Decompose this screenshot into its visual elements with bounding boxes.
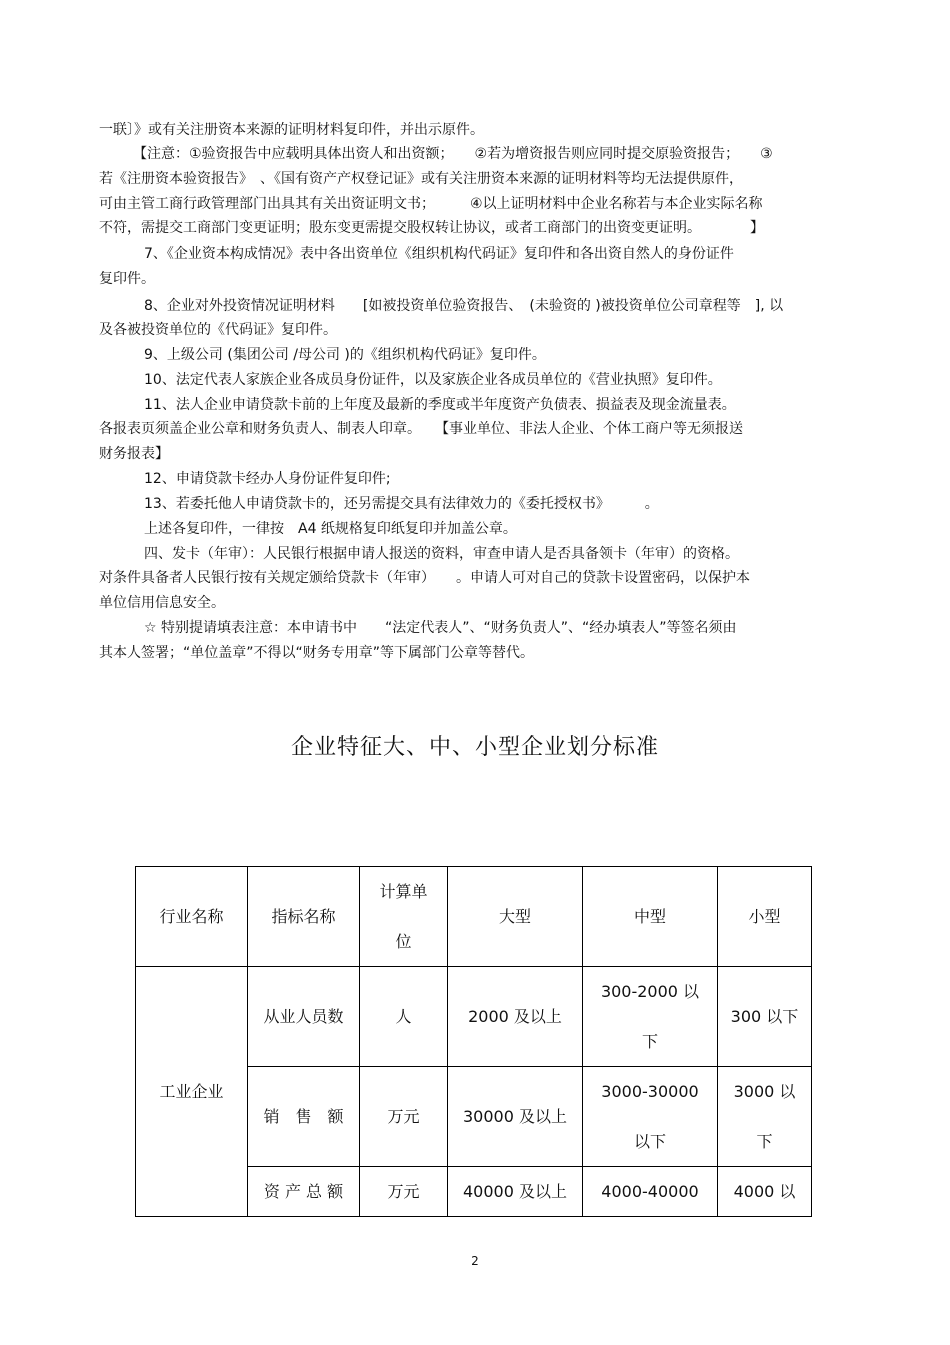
paragraph-line: 可由主管工商行政管理部门出具其有关出资证明文书； ④以上证明材料中企业名称若与本企业实际名称 xyxy=(99,196,763,212)
cell-line: 下 xyxy=(756,1131,773,1151)
header-medium: 中型 xyxy=(583,867,718,967)
paragraph-line: 上述各复印件，一律按 A4 纸规格复印纸复印并加盖公章。 xyxy=(144,521,517,537)
small-cell: 300 以下 xyxy=(718,967,812,1067)
paragraph-line: 一联〕》或有关注册资本来源的证明材料复印件，并出示原件。 xyxy=(99,122,484,138)
table-row xyxy=(136,967,812,1067)
header-indicator: 指标名称 xyxy=(248,867,360,967)
cell-line: 以下 xyxy=(633,1131,666,1151)
paragraph-line: ☆ 特别提请填表注意：本申请书中 “法定代表人”、“财务负责人”、“经办填表人”等签名须由 xyxy=(144,620,737,636)
paragraph-line: 13、若委托他人申请贷款卡的，还另需提交具有法律效力的《委托授权书》 。 xyxy=(144,496,659,512)
cell-line: 3000 以 xyxy=(733,1081,796,1101)
enterprise-size-table xyxy=(135,866,812,1217)
large-cell: 40000 及以上 xyxy=(448,1167,583,1217)
paragraph-line: 对条件具备者人民银行按有关规定颁给贷款卡（年审） 。申请人可对自己的贷款卡设置密码，以保护本 xyxy=(99,570,750,586)
cell-line: 3000-30000 xyxy=(601,1081,699,1101)
industry-cell: 工业企业 xyxy=(136,967,248,1217)
paragraph-line: 若《注册资本验资报告》 、《国有资产产权登记证》或有关注册资本来源的证明材料等均无法提供原件， xyxy=(99,171,743,187)
section-title: 企业特征大、中、小型企业划分标准 xyxy=(290,735,659,760)
header-unit xyxy=(360,867,448,967)
header-industry: 行业名称 xyxy=(136,867,248,967)
unit-cell: 万元 xyxy=(360,1167,448,1217)
paragraph-line: 7、《企业资本构成情况》表中各出资单位《组织机构代码证》复印件和各出资自然人的身份证件 xyxy=(144,246,734,262)
unit-cell: 人 xyxy=(360,967,448,1067)
table-header-row xyxy=(136,867,812,967)
header-unit-line: 位 xyxy=(395,931,412,951)
paragraph-line: 其本人签署；“单位盖章”不得以“财务专用章”等下属部门公章等替代。 xyxy=(99,645,535,661)
large-cell: 2000 及以上 xyxy=(448,967,583,1067)
small-cell: 4000 以 xyxy=(718,1167,812,1217)
unit-cell: 万元 xyxy=(360,1067,448,1167)
medium-cell xyxy=(583,1067,718,1167)
small-cell xyxy=(718,1067,812,1167)
header-unit-line: 计算单 xyxy=(379,881,428,901)
header-small: 小型 xyxy=(718,867,812,967)
header-large: 大型 xyxy=(448,867,583,967)
paragraph-line: 单位信用信息安全。 xyxy=(99,595,225,611)
paragraph-line: 12、申请贷款卡经办人身份证件复印件; xyxy=(144,471,391,487)
cell-line: 300-2000 以 xyxy=(600,981,700,1001)
page-number: 2 xyxy=(471,1254,479,1268)
indicator-cell: 资 产 总 额 xyxy=(248,1167,360,1217)
paragraph-line: 各报表页须盖企业公章和财务负责人、制表人印章。 【事业单位、非法人企业、个体工商户等无须报送 xyxy=(99,421,743,437)
paragraph-line: 四、发卡（年审）：人民银行根据申请人报送的资料，审查申请人是否具备领卡（年审）的资格。 xyxy=(144,546,739,562)
paragraph-line: 8、企业对外投资情况证明材料 [如被投资单位验资报告、 (未验资的 )被投资单位公司章程等 ], 以 xyxy=(144,298,784,314)
large-cell: 30000 及以上 xyxy=(448,1067,583,1167)
medium-cell xyxy=(583,967,718,1067)
indicator-cell: 销 售 额 xyxy=(248,1067,360,1167)
medium-cell: 4000-40000 xyxy=(583,1167,718,1217)
paragraph-line: 11、法人企业申请贷款卡前的上年度及最新的季度或半年度资产负债表、损益表及现金流量表。 xyxy=(144,397,736,413)
paragraph-line: 9、上级公司 (集团公司 /母公司 )的《组织机构代码证》复印件。 xyxy=(144,347,546,363)
cell-line: 下 xyxy=(641,1031,658,1051)
paragraph-line: 及各被投资单位的《代码证》复印件。 xyxy=(99,322,337,338)
paragraph-line: 复印件。 xyxy=(99,271,155,287)
paragraph-line: 不符，需提交工商部门变更证明；股东变更需提交股权转让协议，或者工商部门的出资变更证明。 】 xyxy=(99,220,764,236)
paragraph-line: 【注意：①验资报告中应载明具体出资人和出资额； ②若为增资报告则应同时提交原验资报告； ③ xyxy=(133,146,773,162)
paragraph-line: 财务报表】 xyxy=(99,446,169,462)
paragraph-line: 10、法定代表人家族企业各成员身份证件，以及家族企业各成员单位的《营业执照》复印件。 xyxy=(144,372,722,388)
indicator-cell: 从业人员数 xyxy=(248,967,360,1067)
